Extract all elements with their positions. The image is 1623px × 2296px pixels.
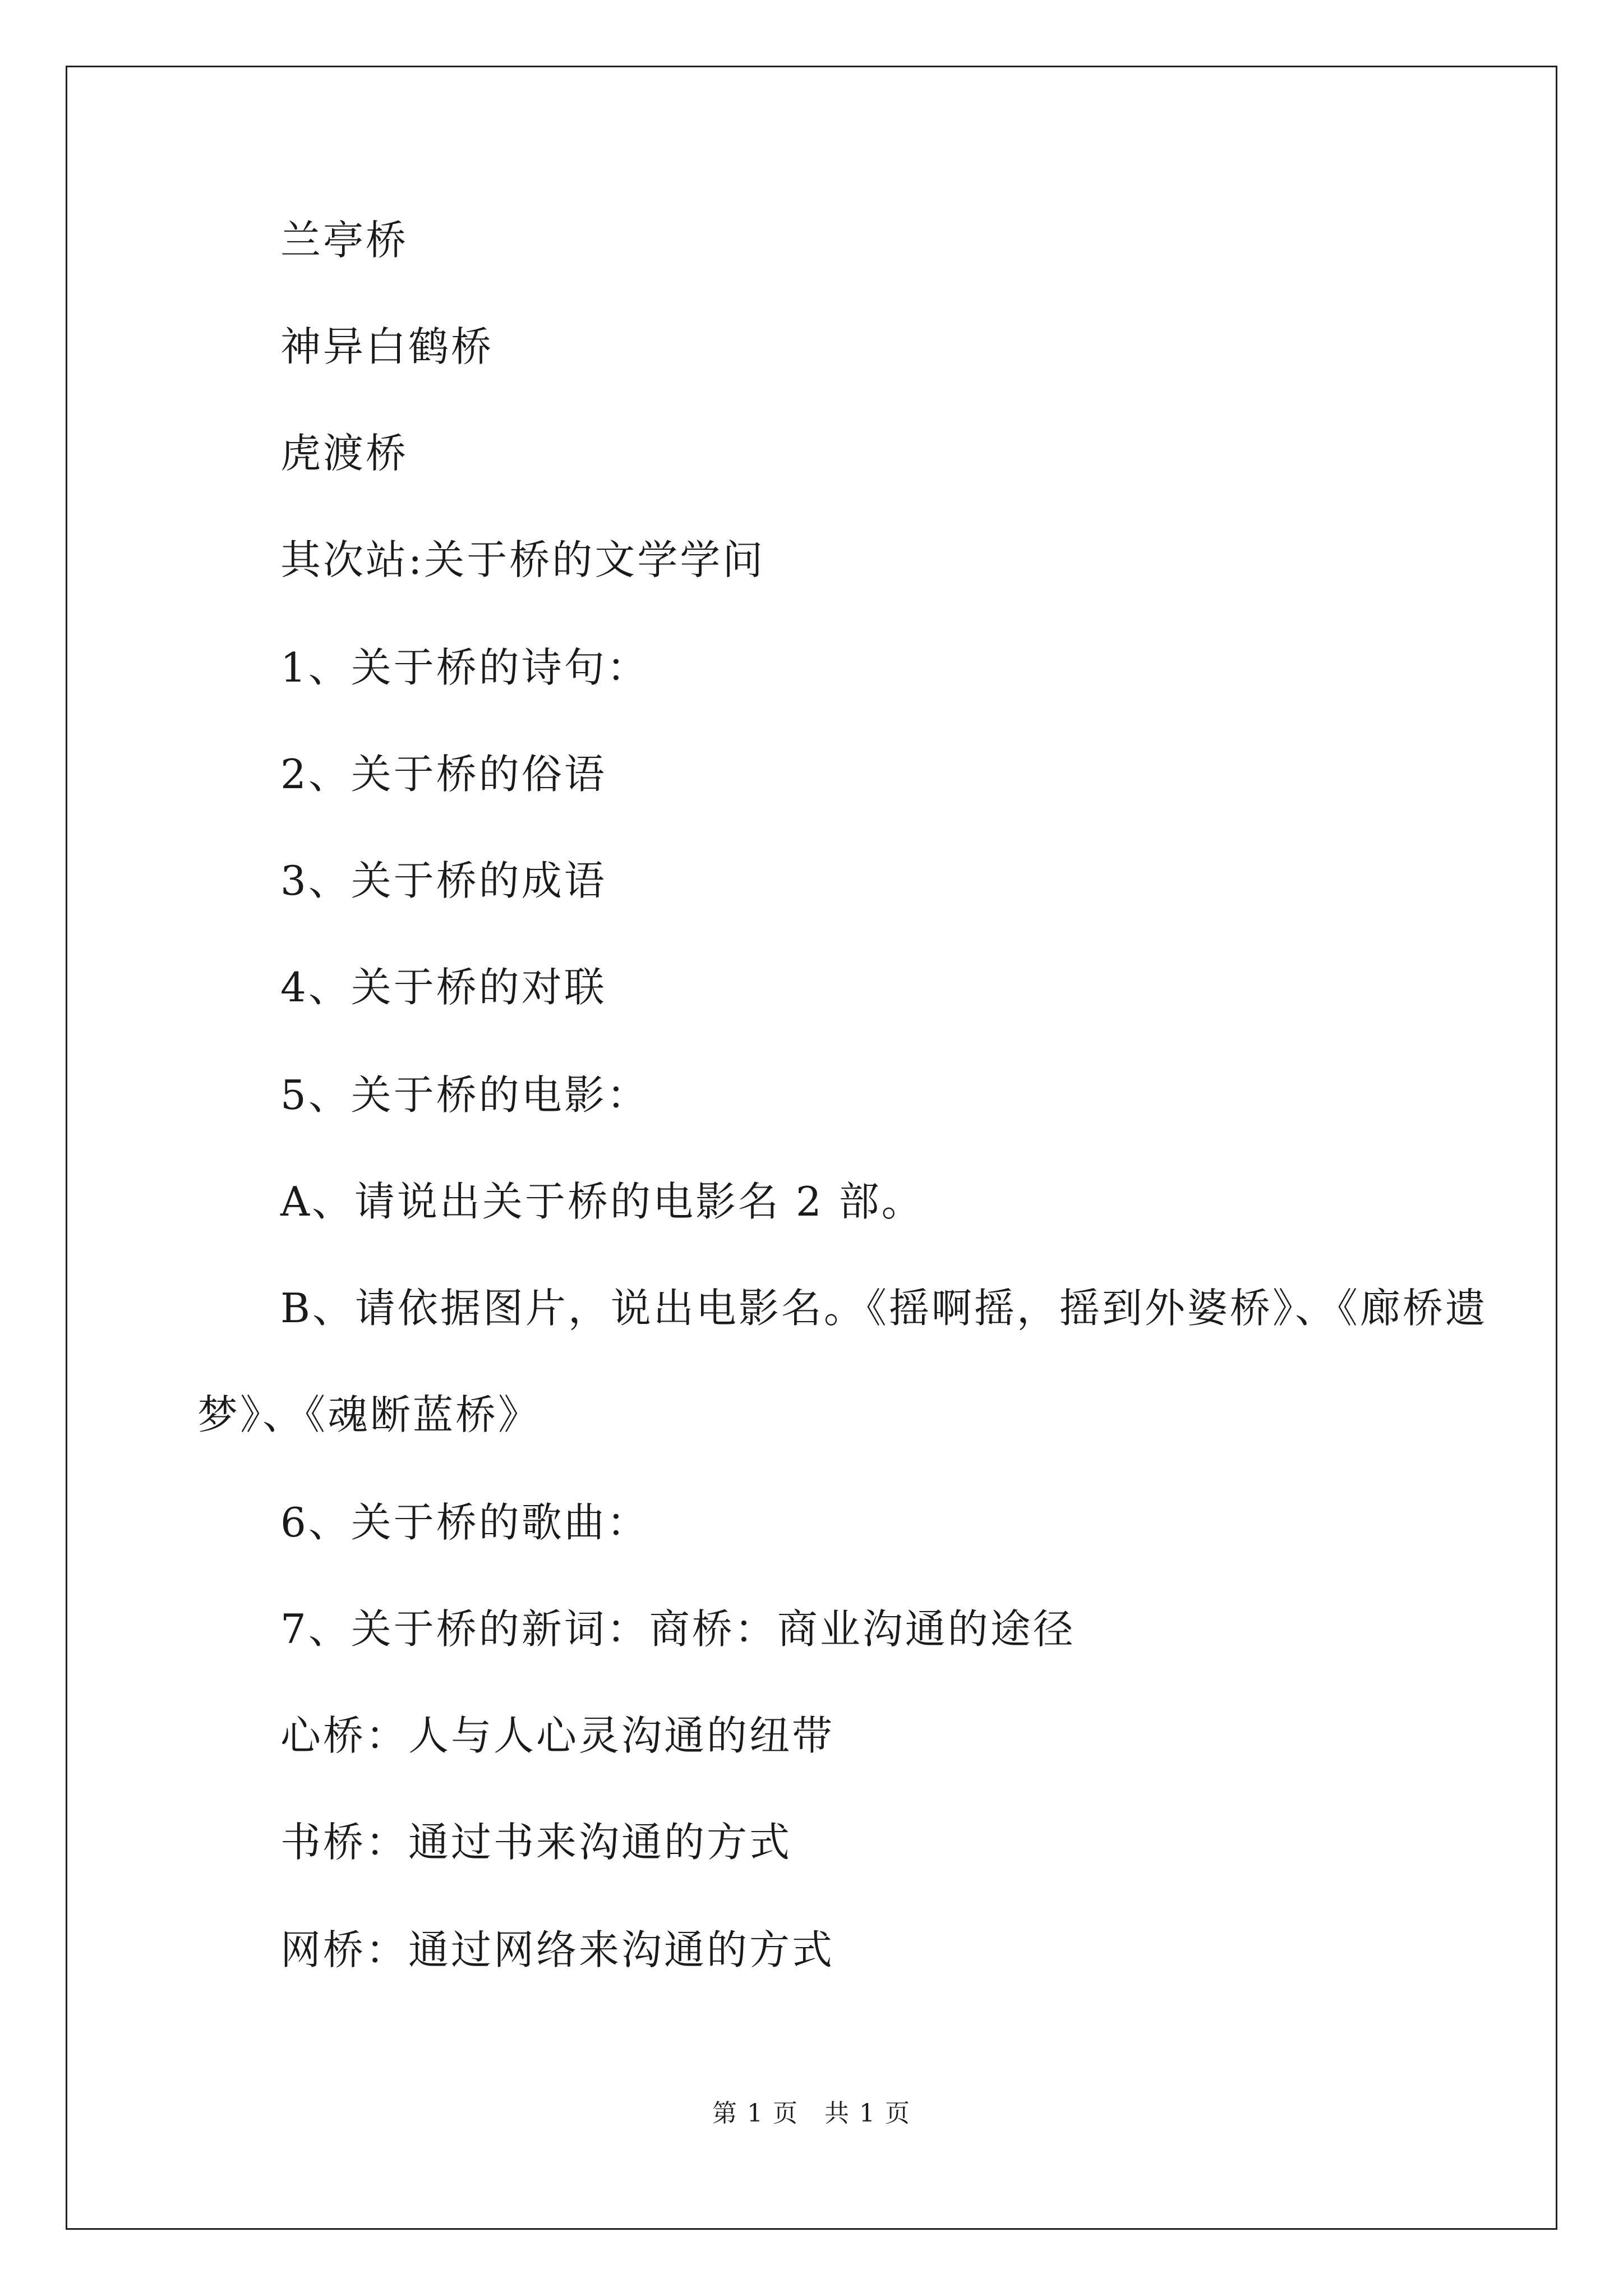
page-footer	[0, 2097, 1623, 2131]
sub-item: B、请依据图片，说出电影名。《摇啊摇，摇到外婆桥》、《廊桥遗	[280, 1285, 1488, 1332]
list-item: 7、关于桥的新词：商桥：商业沟通的途径	[280, 1605, 1076, 1653]
page-number: 第 1 页	[712, 2099, 799, 2128]
paragraph: 虎渡桥	[280, 430, 409, 477]
list-item: 6、关于桥的歌曲：	[280, 1499, 649, 1546]
list-item: 2、关于桥的俗语	[280, 751, 607, 798]
page-border	[66, 66, 1557, 2230]
list-item: 3、关于桥的成语	[280, 857, 607, 904]
paragraph: 书桥：通过书来沟通的方式	[280, 1819, 792, 1866]
section-heading: 其次站:关于桥的文学学问	[280, 536, 766, 583]
paragraph: 兰亭桥	[280, 217, 409, 264]
paragraph: 心桥：人与人心灵沟通的纽带	[280, 1712, 835, 1759]
sub-item: A、请说出关于桥的电影名 2 部。	[280, 1178, 924, 1225]
page-count: 共 1 页	[824, 2099, 911, 2128]
list-item: 4、关于桥的对联	[280, 964, 607, 1011]
sub-item-continuation: 梦》、《魂断蓝桥》	[197, 1391, 541, 1438]
list-item: 5、关于桥的电影：	[280, 1071, 649, 1119]
paragraph: 网桥：通过网络来沟通的方式	[280, 1926, 835, 1973]
paragraph: 神异白鹤桥	[280, 323, 494, 370]
list-item: 1、关于桥的诗句：	[280, 644, 649, 691]
